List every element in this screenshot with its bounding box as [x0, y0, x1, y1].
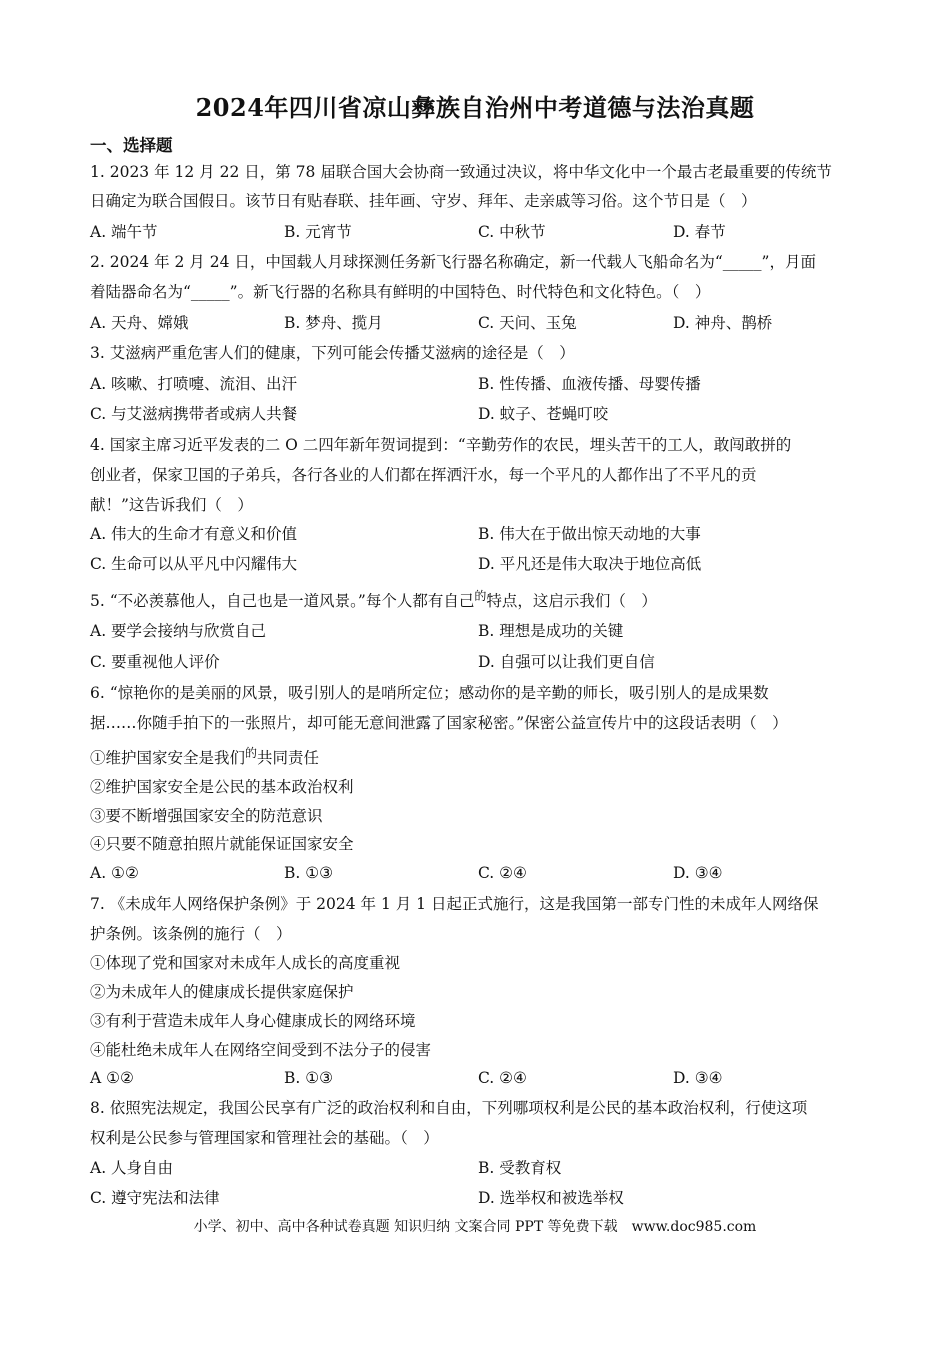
question-7-option-d: D. ③④ — [673, 1069, 723, 1087]
question-7-statement-2: ②为未成年人的健康成长提供家庭保护 — [90, 983, 354, 1001]
question-7-line-2: 护条例。该条例的施行（ ） — [90, 925, 292, 943]
question-7-option-c: C. ②④ — [478, 1069, 527, 1087]
question-3-option-b: B. 性传播、血液传播、母婴传播 — [478, 375, 701, 393]
question-2-option-d: D. 神舟、鹊桥 — [673, 314, 773, 332]
question-3-option-c: C. 与艾滋病携带者或病人共餐 — [90, 405, 298, 423]
question-5-option-d: D. 自强可以让我们更自信 — [478, 653, 655, 671]
question-1-option-c: C. 中秋节 — [478, 223, 546, 241]
question-6-statement-3: ③要不断增强国家安全的防范意识 — [90, 807, 323, 825]
question-5-option-c: C. 要重视他人评价 — [90, 653, 220, 671]
question-8-option-c: C. 遵守宪法和法律 — [90, 1189, 220, 1207]
question-2-line-2: 着陆器命名为“_____”。新飞行器的名称具有鲜明的中国特色、时代特色和文化特色。（ ） — [90, 283, 711, 301]
question-2-option-c: C. 天问、玉兔 — [478, 314, 577, 332]
page-title: 2024年四川省凉山彝族自治州中考道德与法治真题 — [195, 93, 755, 122]
question-6-line-1: 6. “惊艳你的是美丽的风景，吸引别人的是哨所定位；感动你的是辛勤的师长，吸引别人的是成果数 — [90, 684, 769, 702]
question-6-option-b: B. ①③ — [284, 864, 334, 882]
question-6-statement-4: ④只要不随意拍照片就能保证国家安全 — [90, 835, 354, 853]
question-2-option-a: A. 天舟、嫦娥 — [90, 314, 189, 332]
question-3-line-1: 3. 艾滋病严重危害人们的健康，下列可能会传播艾滋病的途径是（ ） — [90, 344, 575, 362]
question-5-text-a: 5. “不必羡慕他人，自己也是一道风景。”每个人都有自己 — [90, 592, 475, 610]
question-4-option-c: C. 生命可以从平凡中闪耀伟大 — [90, 555, 298, 573]
question-7-line-1: 7. 《未成年人网络保护条例》于 2024 年 1 月 1 日起正式施行，这是我国第一部专门性的未成年人网络保 — [90, 895, 819, 913]
question-6-superscript: 的 — [245, 746, 258, 760]
question-7-statement-3: ③有利于营造未成年人身心健康成长的网络环境 — [90, 1012, 416, 1030]
question-7-statement-4: ④能杜绝未成年人在网络空间受到不法分子的侵害 — [90, 1041, 432, 1059]
question-5-text-b: 特点，这启示我们（ ） — [486, 592, 657, 610]
question-6-statement-2: ②维护国家安全是公民的基本政治权利 — [90, 778, 354, 796]
question-6-option-a: A. ①② — [90, 864, 139, 882]
question-7-option-a: A ①② — [90, 1069, 134, 1087]
question-6-option-c: C. ②④ — [478, 864, 527, 882]
question-5-option-b: B. 理想是成功的关键 — [478, 622, 624, 640]
question-5-superscript: 的 — [474, 589, 487, 603]
section-heading: 一、选择题 — [90, 136, 173, 155]
question-8-option-b: B. 受教育权 — [478, 1159, 562, 1177]
question-2-line-1: 2. 2024 年 2 月 24 日，中国载人月球探测任务新飞行器名称确定，新一代载人飞船命名为“_____”，月面 — [90, 253, 816, 271]
question-5-line-1 — [90, 591, 870, 612]
question-2-option-b: B. 梦舟、揽月 — [284, 314, 383, 332]
question-6-statement-1-a: ①维护国家安全是我们 — [90, 749, 246, 767]
question-7-statement-1: ①体现了党和国家对未成年人成长的高度重视 — [90, 954, 401, 972]
question-6-option-d: D. ③④ — [673, 864, 723, 882]
question-5-option-a: A. 要学会接纳与欣赏自己 — [90, 622, 267, 640]
question-8-line-2: 权利是公民参与管理国家和管理社会的基础。（ ） — [90, 1129, 439, 1147]
question-4-option-d: D. 平凡还是伟大取决于地位高低 — [478, 555, 702, 573]
question-4-option-b: B. 伟大在于做出惊天动地的大事 — [478, 525, 701, 543]
question-6-line-2: 据……你随手拍下的一张照片，却可能无意间泄露了国家秘密。”保密公益宣传片中的这段话表明（ ） — [90, 714, 788, 732]
question-3-option-a: A. 咳嗽、打喷嚏、流泪、出汗 — [90, 375, 298, 393]
question-4-option-a: A. 伟大的生命才有意义和价值 — [90, 525, 298, 543]
question-8-option-a: A. 人身自由 — [90, 1159, 174, 1177]
question-8-line-1: 8. 依照宪法规定，我国公民享有广泛的政治权利和自由，下列哪项权利是公民的基本政治权利，行使这项 — [90, 1099, 808, 1117]
question-3-option-d: D. 蚊子、苍蝇叮咬 — [478, 405, 609, 423]
question-1-option-d: D. 春节 — [673, 223, 726, 241]
question-4-line-2: 创业者，保家卫国的子弟兵，各行各业的人们都在挥洒汗水，每一个平凡的人都作出了不平凡的贡 — [90, 466, 757, 484]
question-7-option-b: B. ①③ — [284, 1069, 334, 1087]
question-6-statement-1-b: 共同责任 — [257, 749, 320, 767]
question-1-line-2: 日确定为联合国假日。该节日有贴春联、挂年画、守岁、拜年、走亲戚等习俗。这个节日是（ ） — [90, 192, 757, 210]
question-1-option-a: A. 端午节 — [90, 223, 158, 241]
page-footer: 小学、初中、高中各种试卷真题 知识归纳 文案合同 PPT 等免费下载 www.doc985.com — [193, 1219, 757, 1235]
question-1-option-b: B. 元宵节 — [284, 223, 352, 241]
question-1-line-1: 1. 2023 年 12 月 22 日，第 78 届联合国大会协商一致通过决议，将中华文化中一个最古老最重要的传统节 — [90, 163, 832, 181]
question-4-line-3: 献！”这告诉我们（ ） — [90, 496, 253, 514]
question-4-line-1: 4. 国家主席习近平发表的二 O 二四年新年贺词提到：“辛勤劳作的农民，埋头苦干的工人，敢闯敢拼的 — [90, 436, 792, 454]
question-8-option-d: D. 选举权和被选举权 — [478, 1189, 624, 1207]
question-6-statement-1 — [90, 748, 870, 769]
